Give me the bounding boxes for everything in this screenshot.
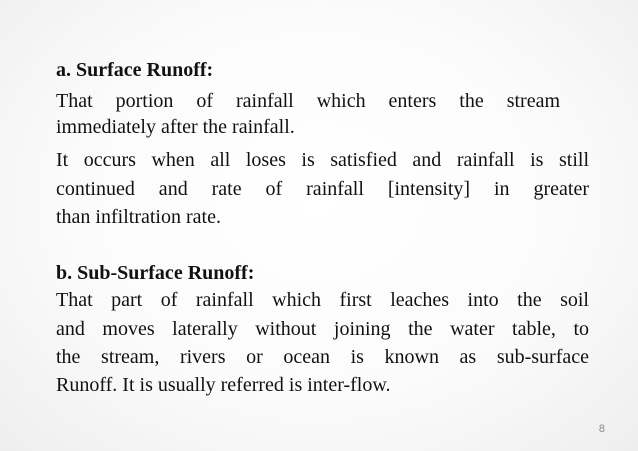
section-b-line-4: Runoff. It is usually referred is inter-flow. [56, 374, 391, 396]
section-a-line-1: That portion of rainfall which enters the stream [56, 90, 560, 112]
section-a-line-4: continued and rate of rainfall [intensity] in greater [56, 178, 589, 200]
section-a-line-3: It occurs when all loses is satisfied and rainfall is still [56, 149, 589, 171]
section-a-heading: a. Surface Runoff: [56, 59, 214, 81]
section-a-line-5: than infiltration rate. [56, 206, 221, 228]
section-a-line-2: immediately after the rainfall. [56, 116, 295, 138]
section-b-heading: b. Sub-Surface Runoff: [56, 262, 255, 284]
section-b-line-1: That part of rainfall which first leaches into the soil [56, 289, 589, 311]
section-b-line-3: the stream, rivers or ocean is known as sub-surface [56, 346, 589, 368]
page-number: 8 [598, 423, 605, 435]
section-b-line-2: and moves laterally without joining the water table, to [56, 318, 589, 340]
